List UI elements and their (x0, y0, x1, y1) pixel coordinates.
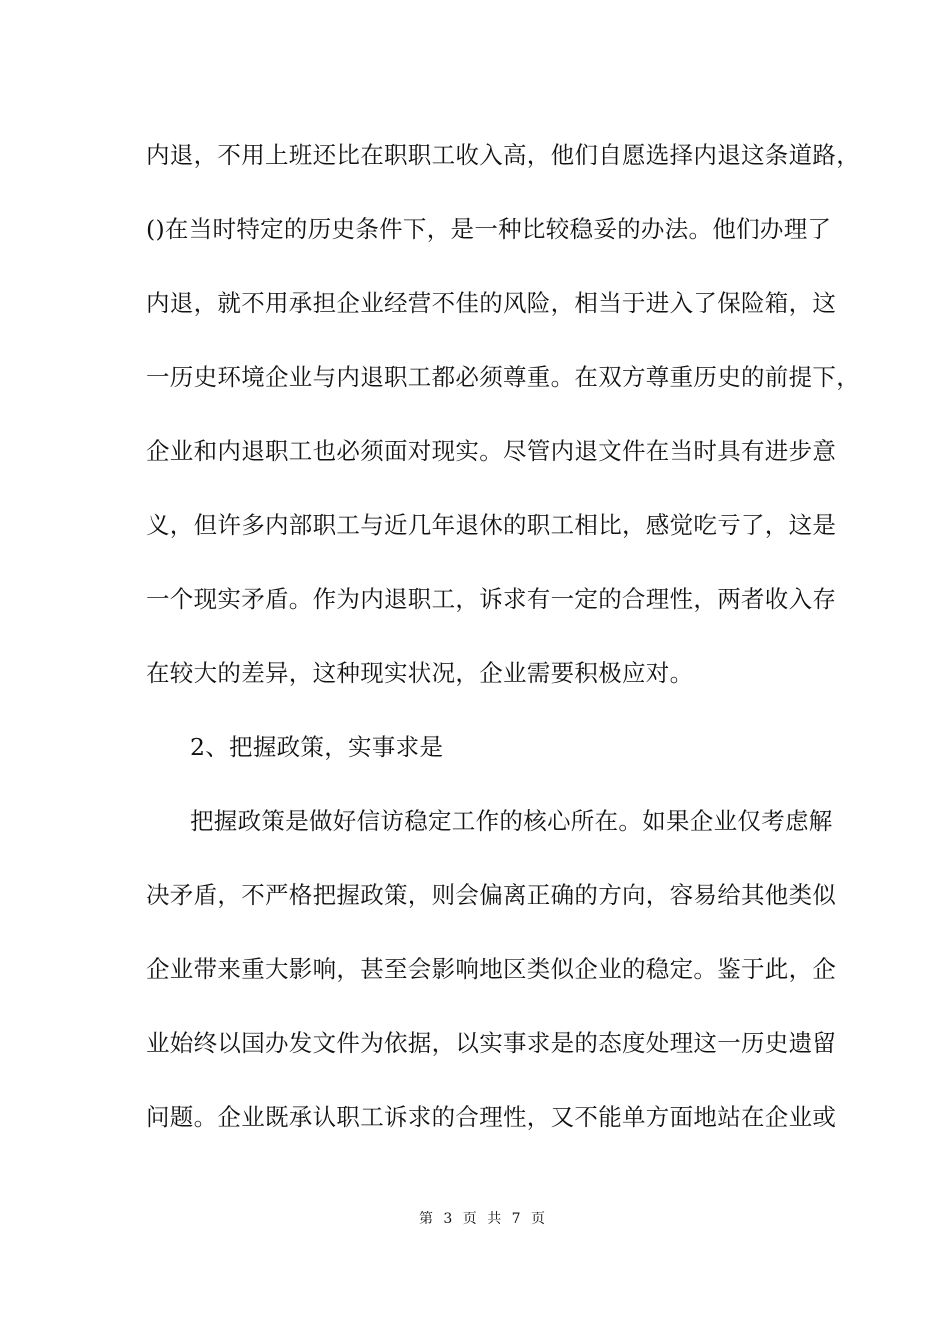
page-footer (0, 1210, 950, 1228)
body-line-14: 问题。企业既承认职工诉求的合理性，又不能单方面地站在企业或 (146, 1103, 837, 1131)
body-line-8: 在较大的差异，这种现实状况，企业需要积极应对。 (146, 659, 694, 687)
body-line-7: 一个现实矛盾。作为内退职工，诉求有一定的合理性，两者收入存 (146, 585, 837, 613)
body-line-6: 义，但许多内部职工与近几年退休的职工相比，感觉吃亏了，这是 (146, 511, 837, 539)
footer-prefix: 第 (418, 1211, 433, 1227)
footer-suffix: 页 (531, 1211, 546, 1227)
footer-current-page: 3 (443, 1211, 453, 1227)
body-line-4: 一历史环境企业与内退职工都必须尊重。在双方尊重历史的前提下， (146, 363, 860, 391)
section-heading: 2、把握政策，实事求是 (190, 733, 444, 761)
body-line-12: 企业带来重大影响，甚至会影响地区类似企业的稳定。鉴于此，企 (146, 955, 837, 983)
body-line-13: 业始终以国办发文件为依据，以实事求是的态度处理这一历史遗留 (146, 1029, 837, 1057)
body-line-2: ()在当时特定的历史条件下，是一种比较稳妥的办法。他们办理了 (146, 215, 832, 243)
footer-total-pages: 7 (511, 1211, 521, 1227)
body-line-11: 决矛盾，不严格把握政策，则会偏离正确的方向，容易给其他类似 (146, 881, 837, 909)
body-line-3: 内退，就不用承担企业经营不佳的风险，相当于进入了保险箱，这 (146, 289, 837, 317)
footer-mid1: 页 (462, 1211, 477, 1227)
body-line-1: 内退，不用上班还比在职职工收入高，他们自愿选择内退这条道路， (146, 141, 860, 169)
footer-mid2: 共 (487, 1211, 502, 1227)
body-line-10: 把握政策是做好信访稳定工作的核心所在。如果企业仅考虑解 (190, 807, 833, 835)
body-line-5: 企业和内退职工也必须面对现实。尽管内退文件在当时具有进步意 (146, 437, 837, 465)
